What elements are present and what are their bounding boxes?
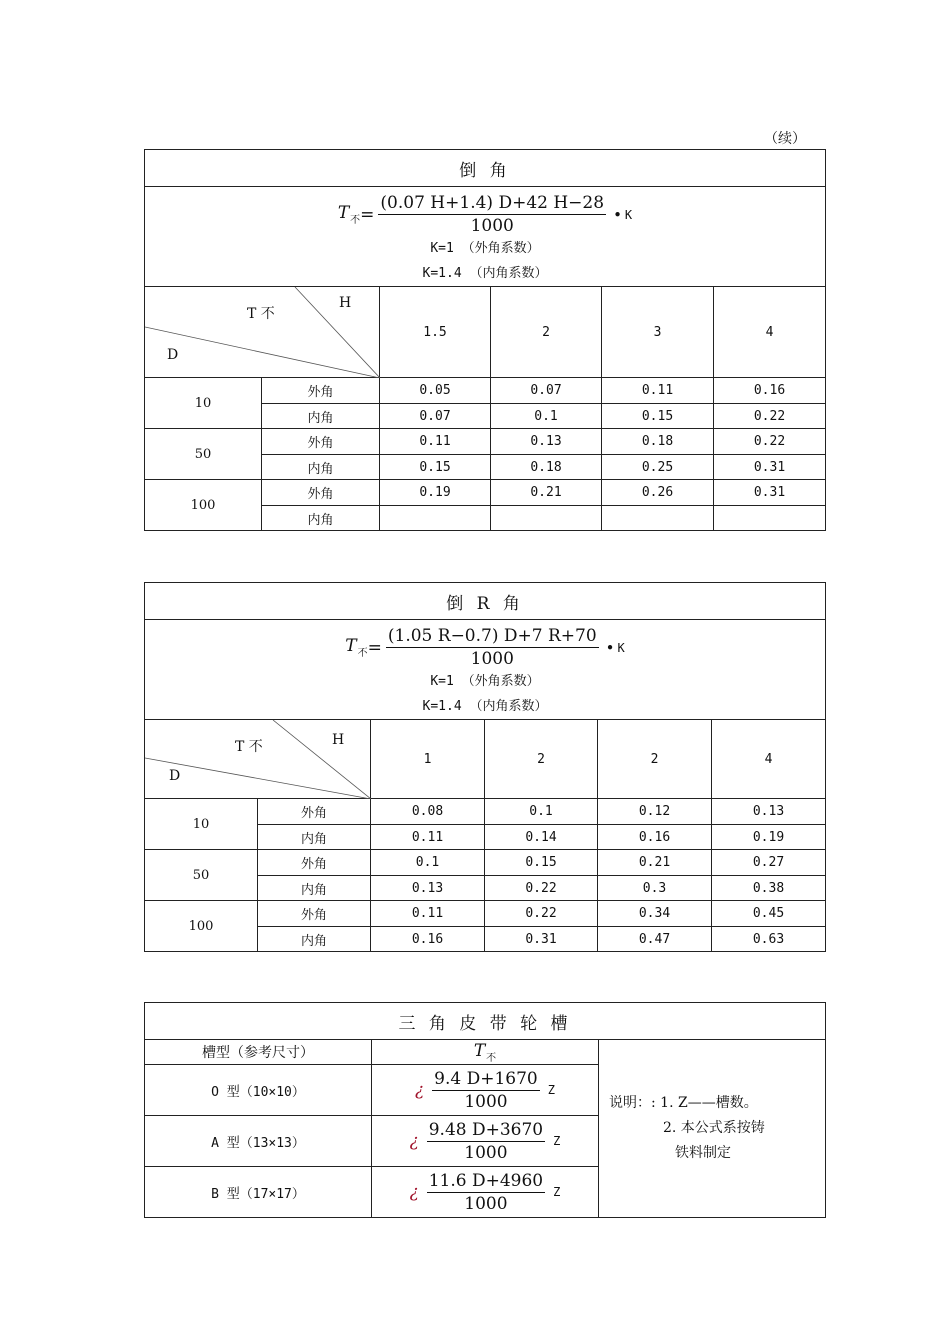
inner-label: 内角 [258, 825, 371, 850]
cell: 0.11 [602, 378, 714, 404]
k-note-outer: K=1 （外角系数） [430, 241, 540, 256]
cell: 0.15 [485, 850, 598, 876]
formula-numerator: (0.07 H+1.4) D+42 H−28 [380, 193, 605, 213]
table-row [145, 850, 826, 876]
groove-type: A 型（13×13） [145, 1116, 372, 1167]
cell: 0.31 [485, 927, 598, 952]
formula-k: K [617, 640, 625, 655]
corner-header [145, 720, 371, 799]
cell: 0.38 [712, 876, 826, 901]
inner-label: 内角 [258, 927, 371, 952]
h-value: 2 [485, 720, 598, 799]
formula-denominator: 1000 [470, 216, 514, 236]
note-line-3: 铁料制定 [675, 1145, 731, 1161]
k-note-outer: K=1 （外角系数） [430, 674, 540, 689]
cell: 0.34 [598, 901, 712, 927]
chamfer-formula-cell [145, 187, 826, 287]
h-value: 4 [714, 287, 826, 378]
cell: 0.16 [371, 927, 485, 952]
table-row [145, 480, 826, 506]
cell: 0.11 [380, 429, 491, 455]
cell: 0.19 [712, 825, 826, 850]
inner-label: 内角 [262, 455, 380, 480]
cell: 0.3 [598, 876, 712, 901]
cell: 0.14 [485, 825, 598, 850]
cell: 0.26 [602, 480, 714, 506]
table-row [145, 429, 826, 455]
cell: 0.45 [712, 901, 826, 927]
corner-t-label: T 不 [235, 739, 263, 755]
table-row [145, 799, 826, 825]
t-header: $T_不$ [372, 1040, 599, 1065]
cell: 0.1 [485, 799, 598, 825]
corner-h-label: H [332, 732, 345, 748]
cell: 0.22 [714, 429, 826, 455]
chamfer-table [144, 149, 826, 531]
cell: 0.05 [380, 378, 491, 404]
notes-cell [599, 1040, 826, 1218]
cell [491, 506, 602, 531]
h-value: 2 [491, 287, 602, 378]
cell [380, 506, 491, 531]
groove-formula: ¿ $\frac{11.6 D+4960}{1000}$ Z [372, 1167, 599, 1218]
groove-type-header: 槽型（参考尺寸） [145, 1040, 372, 1065]
h-value: 2 [598, 720, 712, 799]
cell: 0.11 [371, 901, 485, 927]
cell: 0.31 [714, 455, 826, 480]
outer-label: 外角 [262, 378, 380, 404]
round-title: 倒 R 角 [145, 583, 826, 620]
continued-label: （续） [764, 131, 806, 147]
outer-label: 外角 [262, 480, 380, 506]
cell: 0.47 [598, 927, 712, 952]
round-formula-cell [145, 620, 826, 720]
groove-type: B 型（17×17） [145, 1167, 372, 1218]
groove-formula: ¿ $\frac{9.4 D+1670}{1000}$ Z [372, 1065, 599, 1116]
cell: 0.22 [485, 876, 598, 901]
groove-type: O 型（10×10） [145, 1065, 372, 1116]
cell: 0.31 [714, 480, 826, 506]
corner-header [145, 287, 380, 378]
note-line-1: 说明：: 1. Z——槽数。 [609, 1095, 758, 1111]
h-value: 1 [371, 720, 485, 799]
corner-d-label: D [169, 768, 181, 784]
cell: 0.07 [380, 404, 491, 429]
d-value: 100 [145, 901, 258, 952]
d-value: 50 [145, 429, 262, 480]
corner-d-label: D [167, 347, 179, 363]
formula-lhs: $T_不$ [337, 203, 361, 226]
cell: 0.15 [602, 404, 714, 429]
d-value: 10 [145, 799, 258, 850]
cell: 0.15 [380, 455, 491, 480]
chamfer-title: 倒 角 [145, 150, 826, 187]
formula-numerator: (1.05 R−0.7) D+7 R+70 [387, 626, 597, 646]
cell: 0.08 [371, 799, 485, 825]
inner-label: 内角 [262, 506, 380, 531]
cell: 0.13 [491, 429, 602, 455]
cell: 0.27 [712, 850, 826, 876]
outer-label: 外角 [258, 901, 371, 927]
formula-denominator: 1000 [470, 649, 514, 669]
cell: 0.21 [598, 850, 712, 876]
k-note-inner: K=1.4 （内角系数） [422, 266, 548, 281]
belt-title: 三 角 皮 带 轮 槽 [145, 1003, 826, 1040]
formula-k: K [624, 207, 633, 222]
cell: 0.13 [371, 876, 485, 901]
round-table [144, 582, 826, 952]
outer-label: 外角 [262, 429, 380, 455]
inner-label: 内角 [258, 876, 371, 901]
belt-groove-table [144, 1002, 826, 1218]
cell: 0.25 [602, 455, 714, 480]
d-value: 100 [145, 480, 262, 531]
corner-t-label: T 不 [247, 306, 275, 322]
cell: 0.18 [602, 429, 714, 455]
cell: 0.21 [491, 480, 602, 506]
cell [714, 506, 826, 531]
cell: 0.63 [712, 927, 826, 952]
cell: 0.18 [491, 455, 602, 480]
d-value: 10 [145, 378, 262, 429]
cell: 0.11 [371, 825, 485, 850]
h-value: 4 [712, 720, 826, 799]
corner-h-label: H [339, 295, 352, 311]
note-line-2: 2. 本公式系按铸 [663, 1120, 765, 1136]
chamfer-formula: $T_不$ = $\frac{(0.07 H+1.4) D+42 H-28}{1000}$ • K [337, 193, 633, 236]
outer-label: 外角 [258, 799, 371, 825]
cell: 0.22 [714, 404, 826, 429]
cell: 0.16 [714, 378, 826, 404]
h-value: 1.5 [380, 287, 491, 378]
cell: 0.19 [380, 480, 491, 506]
h-value: 3 [602, 287, 714, 378]
table-row [145, 378, 826, 404]
cell: 0.1 [491, 404, 602, 429]
cell: 0.1 [371, 850, 485, 876]
cell: 0.13 [712, 799, 826, 825]
cell: 0.07 [491, 378, 602, 404]
k-note-inner: K=1.4 （内角系数） [422, 699, 548, 714]
d-value: 50 [145, 850, 258, 901]
table-row [145, 901, 826, 927]
outer-label: 外角 [258, 850, 371, 876]
cell: 0.12 [598, 799, 712, 825]
cell: 0.22 [485, 901, 598, 927]
round-formula: $T_不$ = $\frac{(1.05 R-0.7) D+7 R+70}{1000}$ • K [345, 626, 625, 669]
formula-lhs: $T_不$ [345, 636, 368, 659]
cell [602, 506, 714, 531]
cell: 0.16 [598, 825, 712, 850]
groove-formula: ¿ $\frac{9.48 D+3670}{1000}$ Z [372, 1116, 599, 1167]
inner-label: 内角 [262, 404, 380, 429]
